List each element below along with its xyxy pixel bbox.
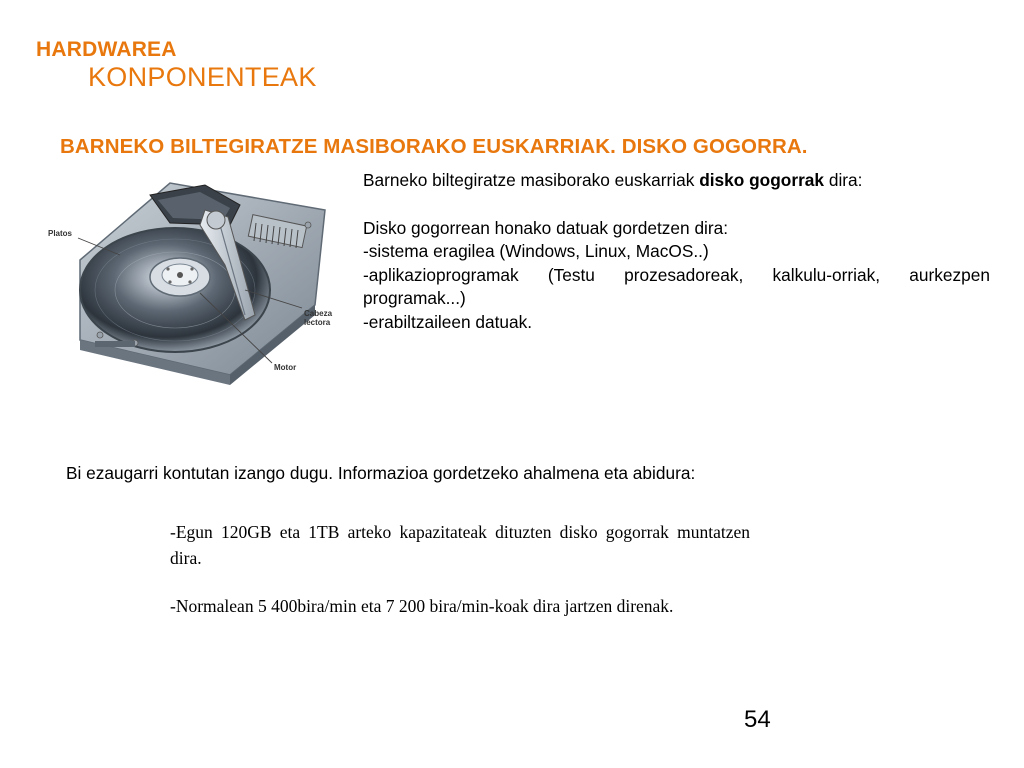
stored-data-heading: Disko gogorrean honako datuak gordetzen dira: bbox=[363, 217, 729, 238]
page-number: 54 bbox=[744, 706, 771, 733]
capacity-paragraph: -Egun 120GB eta 1TB arteko kapazitateak dituzten disko gogorrak muntatzen dira. bbox=[170, 522, 750, 568]
figure-label-lectora: lectora bbox=[304, 318, 331, 327]
list-item: -sistema eragilea (Windows, Linux, MacOS..) bbox=[363, 241, 709, 261]
speed-paragraph: -Normalean 5 400bira/min eta 7 200 bira/min-koak dira jartzen direnak. bbox=[170, 596, 674, 616]
hard-disk-figure bbox=[40, 165, 340, 390]
intro-text: Barneko biltegiratze masiborako euskarriak bbox=[363, 170, 700, 190]
list-item: -erabiltzaileen datuak. bbox=[363, 311, 533, 332]
hard-disk-illustration bbox=[40, 165, 340, 390]
features-sentence: Bi ezaugarri kontutan izango dugu. Informazioa gordetzeko ahalmena eta abidura: bbox=[66, 463, 696, 483]
intro-text-end: dira: bbox=[824, 170, 863, 190]
list-item: -aplikazioprogramak (Testu prozesadoreak, kalkulu-orriak, aurkezpen programak...) bbox=[363, 264, 990, 308]
figure-label-platos: Platos bbox=[48, 229, 73, 238]
header-subsection: KONPONENTEAK bbox=[88, 62, 317, 92]
header-section: HARDWAREA bbox=[36, 38, 177, 61]
description-text bbox=[363, 169, 990, 334]
slide-title: BARNEKO BILTEGIRATZE MASIBORAKO EUSKARRIAK. DISKO GOGORRA. bbox=[60, 135, 808, 158]
features-details bbox=[170, 519, 750, 619]
figure-label-motor: Motor bbox=[274, 363, 297, 372]
intro-paragraph bbox=[363, 169, 990, 193]
intro-bold: disko gogorrak bbox=[699, 170, 825, 190]
figure-label-cabeza: Cabeza bbox=[304, 309, 333, 318]
